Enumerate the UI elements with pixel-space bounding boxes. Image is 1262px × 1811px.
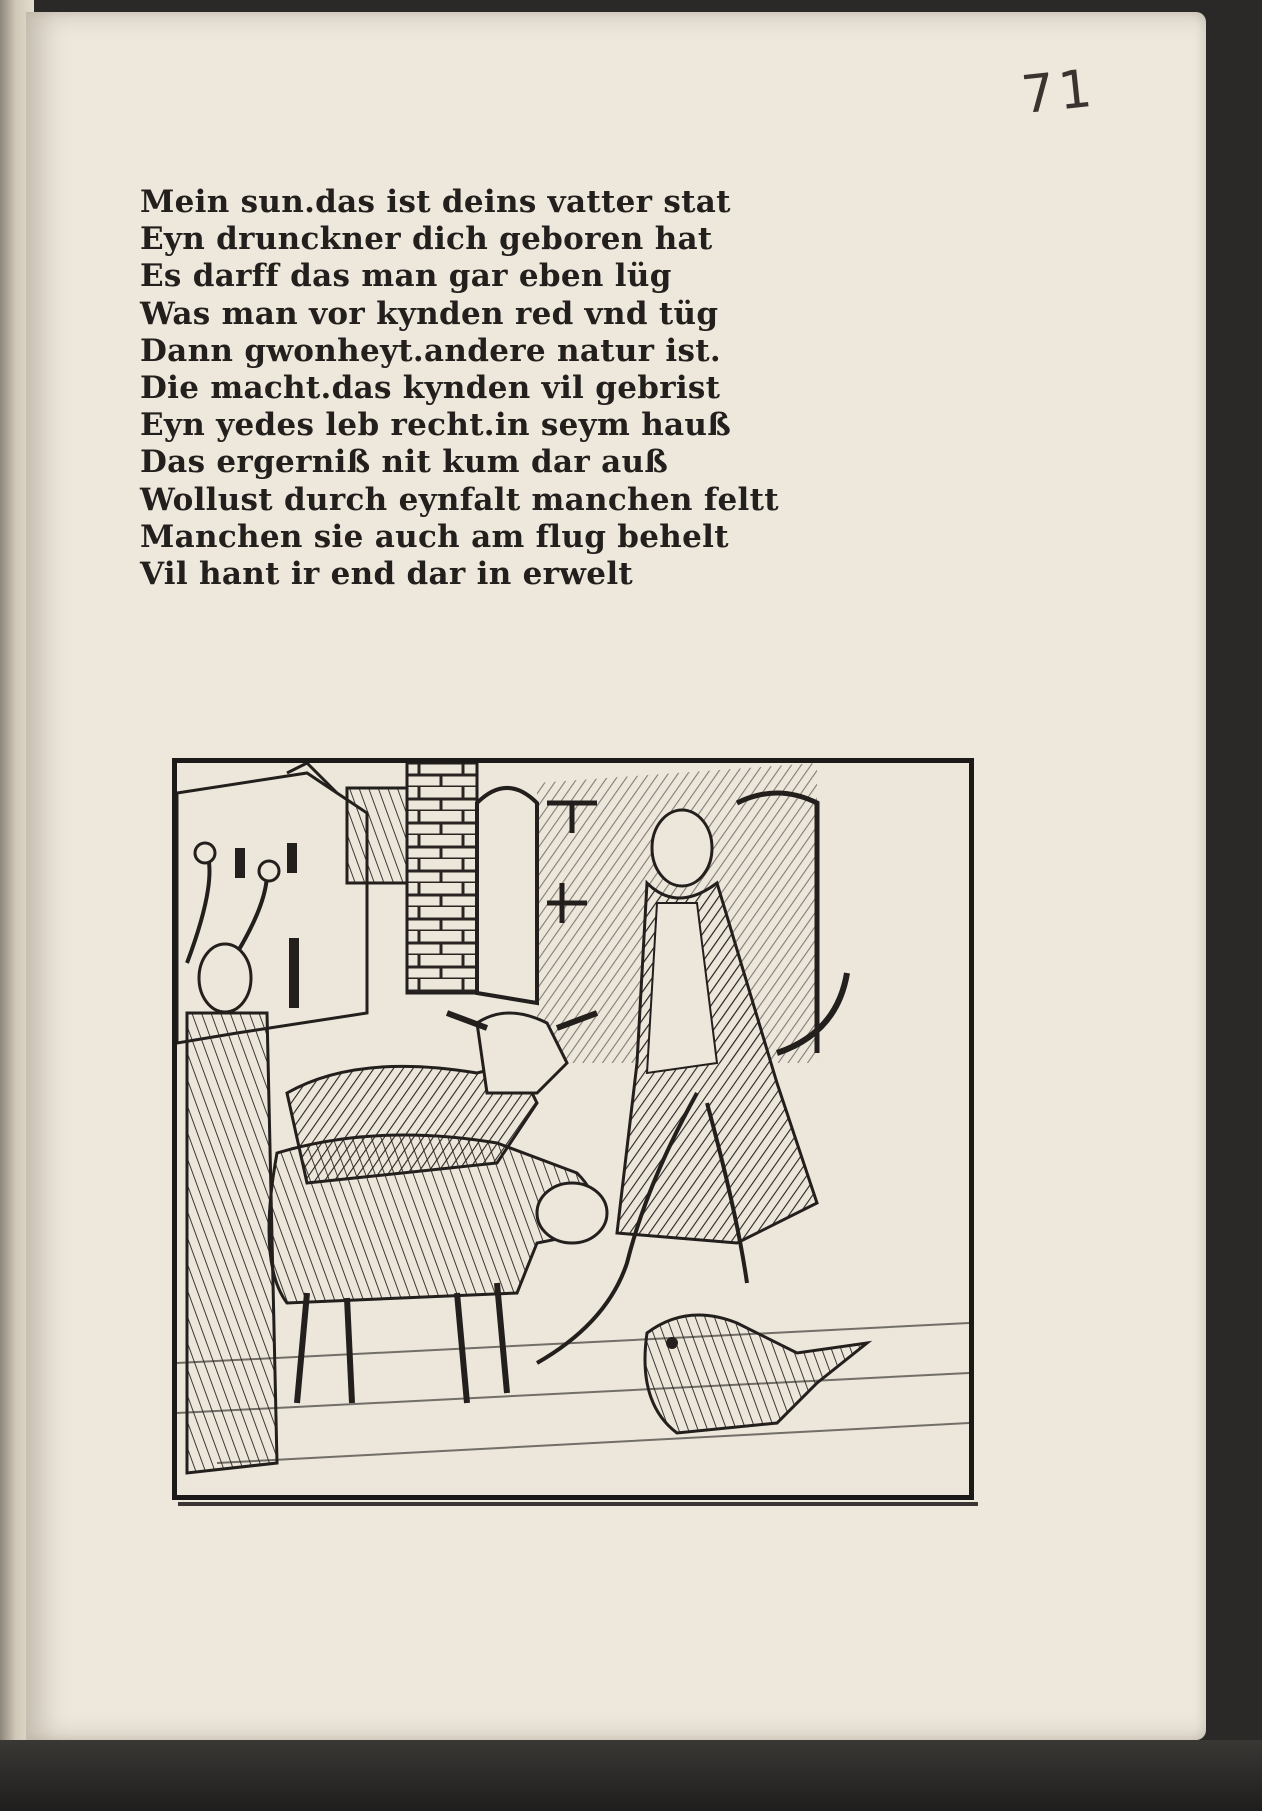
verse-line: Die macht.das kynden vil gebrist bbox=[140, 369, 721, 406]
woodcut-illustration bbox=[172, 758, 974, 1500]
folio-number: 71 bbox=[1018, 58, 1099, 127]
verse-line: Manchen sie auch am flug behelt bbox=[140, 518, 729, 555]
verse-line: Wollust durch eynfalt manchen feltt bbox=[140, 481, 779, 518]
scan-background bbox=[0, 1740, 1262, 1811]
verse-line: Dann gwonheyt.andere natur ist. bbox=[140, 332, 721, 369]
verse-line: Was man vor kynden red vnd tüg bbox=[140, 295, 719, 332]
verse-block bbox=[140, 184, 900, 593]
verse-line: Mein sun.das ist deins vatter stat bbox=[140, 184, 731, 220]
woodcut-bottom-rule bbox=[178, 1502, 978, 1506]
verse-line: Eyn drunckner dich geboren hat bbox=[140, 221, 713, 258]
verse-line: Vil hant ir end dar in erwelt bbox=[140, 555, 634, 592]
verse-line: Es darff das man gar eben lüg bbox=[140, 258, 672, 295]
verse-line: Das ergerniß nit kum dar auß bbox=[140, 444, 669, 481]
woodcut-drawing bbox=[177, 763, 969, 1495]
verse-line: Eyn yedes leb recht.in seym hauß bbox=[140, 407, 732, 444]
